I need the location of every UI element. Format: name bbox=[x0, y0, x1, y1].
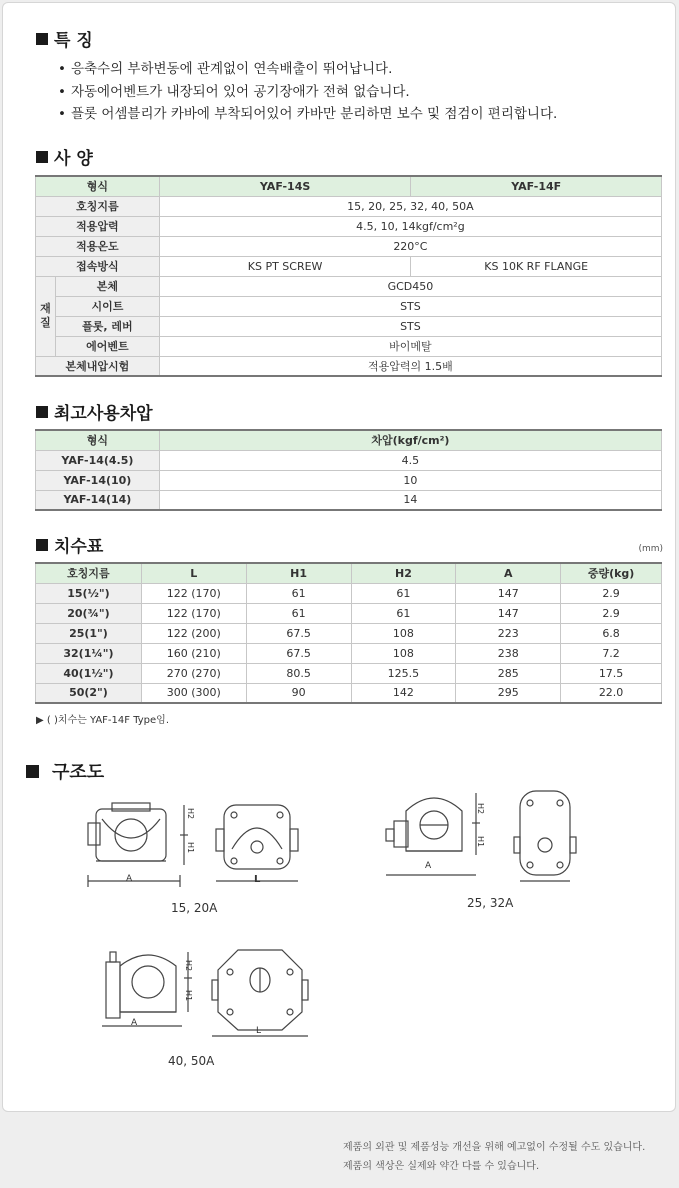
dimensions-size-cell: 20(¾") bbox=[36, 603, 142, 623]
table-row bbox=[36, 643, 662, 663]
dimensions-value-cell: 285 bbox=[456, 663, 561, 683]
drawing-caption: 25, 32A bbox=[467, 896, 514, 910]
specs-header-label: 형식 bbox=[36, 176, 160, 196]
dimensions-value-cell: 80.5 bbox=[246, 663, 351, 683]
max-pressure-header-label: 형식 bbox=[36, 430, 160, 450]
table-row bbox=[36, 623, 662, 643]
max-pressure-model: YAF-14(10) bbox=[36, 470, 160, 490]
feature-item: • 응축수의 부하변동에 관계없이 연속배출이 뛰어납니다. bbox=[58, 58, 557, 81]
dimensions-value-cell: 6.8 bbox=[561, 623, 662, 643]
features-list bbox=[58, 58, 557, 126]
dimensions-heading bbox=[36, 532, 103, 557]
dim-label-h2: H2 bbox=[476, 803, 485, 815]
square-bullet-icon bbox=[26, 765, 39, 778]
spec-label: 본체내압시험 bbox=[36, 356, 160, 376]
drawing-caption: 15, 20A bbox=[171, 901, 218, 915]
material-group-label: 재 질 bbox=[36, 276, 56, 356]
dim-label-a: A bbox=[131, 1018, 138, 1028]
drawing-15-20a bbox=[82, 795, 312, 895]
specs-table bbox=[35, 175, 662, 377]
spec-value: 바이메탈 bbox=[159, 336, 661, 356]
dimensions-value-cell: 122 (170) bbox=[141, 603, 246, 623]
spec-label: 시이트 bbox=[55, 296, 159, 316]
structure-title: 구조도 bbox=[52, 762, 105, 783]
dimensions-value-cell: 22.0 bbox=[561, 683, 662, 703]
spec-label: 호칭지름 bbox=[36, 196, 160, 216]
square-bullet-icon bbox=[36, 539, 48, 551]
dimensions-header-cell: H1 bbox=[246, 563, 351, 583]
dimensions-value-cell: 223 bbox=[456, 623, 561, 643]
max-pressure-title: 최고사용차압 bbox=[54, 404, 153, 424]
spec-label: 에어벤트 bbox=[55, 336, 159, 356]
square-bullet-icon bbox=[36, 33, 48, 45]
dimensions-value-cell: 61 bbox=[351, 583, 456, 603]
dim-label-h2: H2 bbox=[186, 808, 195, 820]
square-bullet-icon bbox=[36, 406, 48, 418]
max-pressure-model: YAF-14(4.5) bbox=[36, 450, 160, 470]
dimensions-value-cell: 67.5 bbox=[246, 643, 351, 663]
max-pressure-header-value: 차압(kgf/cm²) bbox=[159, 430, 661, 450]
dimensions-size-cell: 40(1½") bbox=[36, 663, 142, 683]
max-pressure-value: 14 bbox=[159, 490, 661, 510]
specs-title: 사 양 bbox=[54, 149, 93, 169]
dimensions-value-cell: 90 bbox=[246, 683, 351, 703]
dimensions-value-cell: 108 bbox=[351, 643, 456, 663]
spec-label: 본체 bbox=[55, 276, 159, 296]
dim-label-h1: H1 bbox=[186, 842, 195, 854]
dimensions-value-cell: 270 (270) bbox=[141, 663, 246, 683]
dimensions-value-cell: 61 bbox=[246, 583, 351, 603]
spec-label: 접속방식 bbox=[36, 256, 160, 276]
feature-item: • 자동에어벤트가 내장되어 있어 공기장애가 전혀 없습니다. bbox=[58, 81, 557, 104]
dimensions-unit: (mm) bbox=[638, 544, 663, 554]
dimensions-value-cell: 2.9 bbox=[561, 583, 662, 603]
dim-label-h2: H2 bbox=[184, 960, 193, 972]
dim-label-h1: H1 bbox=[476, 836, 485, 848]
dimensions-value-cell: 7.2 bbox=[561, 643, 662, 663]
spec-value: 적용압력의 1.5배 bbox=[159, 356, 661, 376]
spec-value: STS bbox=[159, 316, 661, 336]
dimensions-size-cell: 15(½") bbox=[36, 583, 142, 603]
spec-value: KS PT SCREW bbox=[159, 256, 411, 276]
specs-heading bbox=[36, 144, 93, 169]
dim-label-l: L bbox=[256, 1026, 262, 1036]
dimensions-value-cell: 67.5 bbox=[246, 623, 351, 643]
dimensions-value-cell: 238 bbox=[456, 643, 561, 663]
table-row bbox=[36, 583, 662, 603]
dim-label-h1: H1 bbox=[184, 990, 193, 1002]
specs-header-col1: YAF-14S bbox=[159, 176, 411, 196]
spec-value: GCD450 bbox=[159, 276, 661, 296]
max-pressure-model: YAF-14(14) bbox=[36, 490, 160, 510]
dimensions-value-cell: 108 bbox=[351, 623, 456, 643]
spec-label: 적용온도 bbox=[36, 236, 160, 256]
spec-value: 4.5, 10, 14kgf/cm²g bbox=[159, 216, 661, 236]
dimensions-note: ▶ ( )치수는 YAF-14F Type임. bbox=[36, 715, 170, 726]
dim-label-l: L bbox=[254, 874, 261, 885]
structure-heading bbox=[26, 758, 104, 784]
spec-value: 220°C bbox=[159, 236, 661, 256]
square-bullet-icon bbox=[36, 151, 48, 163]
features-heading bbox=[36, 26, 93, 51]
dimensions-title: 치수표 bbox=[54, 537, 104, 557]
dimensions-header-cell: H2 bbox=[351, 563, 456, 583]
table-row bbox=[36, 663, 662, 683]
dimensions-value-cell: 160 (210) bbox=[141, 643, 246, 663]
dimensions-value-cell: 2.9 bbox=[561, 603, 662, 623]
dimensions-size-cell: 25(1") bbox=[36, 623, 142, 643]
spec-value: 15, 20, 25, 32, 40, 50A bbox=[159, 196, 661, 216]
dimensions-value-cell: 142 bbox=[351, 683, 456, 703]
spec-value: KS 10K RF FLANGE bbox=[411, 256, 662, 276]
spec-label: 플롯, 레버 bbox=[55, 316, 159, 336]
dimensions-value-cell: 147 bbox=[456, 603, 561, 623]
dimensions-table bbox=[35, 562, 662, 704]
max-pressure-heading bbox=[36, 399, 153, 424]
dimensions-size-cell: 32(1¼") bbox=[36, 643, 142, 663]
dimensions-value-cell: 295 bbox=[456, 683, 561, 703]
feature-item: • 플롯 어셈블리가 카바에 부착되어있어 카바만 분리하면 보수 및 점검이 편리합니다. bbox=[58, 103, 557, 126]
footer-line: 제품의 색상은 실제와 약간 다를 수 있습니다. bbox=[343, 1161, 540, 1172]
dimensions-value-cell: 300 (300) bbox=[141, 683, 246, 703]
features-title: 특 징 bbox=[54, 31, 93, 51]
dimensions-value-cell: 122 (200) bbox=[141, 623, 246, 643]
footer-notice bbox=[343, 1138, 645, 1176]
drawing-caption: 40, 50A bbox=[168, 1054, 215, 1068]
drawing-40-50a bbox=[96, 942, 318, 1042]
dimensions-value-cell: 125.5 bbox=[351, 663, 456, 683]
table-row bbox=[36, 603, 662, 623]
dimensions-header-cell: 중량(kg) bbox=[561, 563, 662, 583]
max-pressure-table bbox=[35, 429, 662, 511]
dimensions-value-cell: 61 bbox=[246, 603, 351, 623]
dimensions-header-cell: A bbox=[456, 563, 561, 583]
dimensions-size-cell: 50(2") bbox=[36, 683, 142, 703]
max-pressure-value: 10 bbox=[159, 470, 661, 490]
dim-label-a: A bbox=[126, 874, 133, 884]
footer-line: 제품의 외관 및 제품성능 개선을 위해 예고없이 수정될 수도 있습니다. bbox=[343, 1142, 646, 1153]
dimensions-header-cell: 호칭지름 bbox=[36, 563, 142, 583]
max-pressure-value: 4.5 bbox=[159, 450, 661, 470]
dimensions-value-cell: 17.5 bbox=[561, 663, 662, 683]
dimensions-header-cell: L bbox=[141, 563, 246, 583]
specs-header-col2: YAF-14F bbox=[411, 176, 662, 196]
spec-value: STS bbox=[159, 296, 661, 316]
dimensions-value-cell: 61 bbox=[351, 603, 456, 623]
dimensions-value-cell: 147 bbox=[456, 583, 561, 603]
dimensions-value-cell: 122 (170) bbox=[141, 583, 246, 603]
dim-label-a: A bbox=[425, 861, 432, 871]
spec-label: 적용압력 bbox=[36, 216, 160, 236]
table-row bbox=[36, 683, 662, 703]
